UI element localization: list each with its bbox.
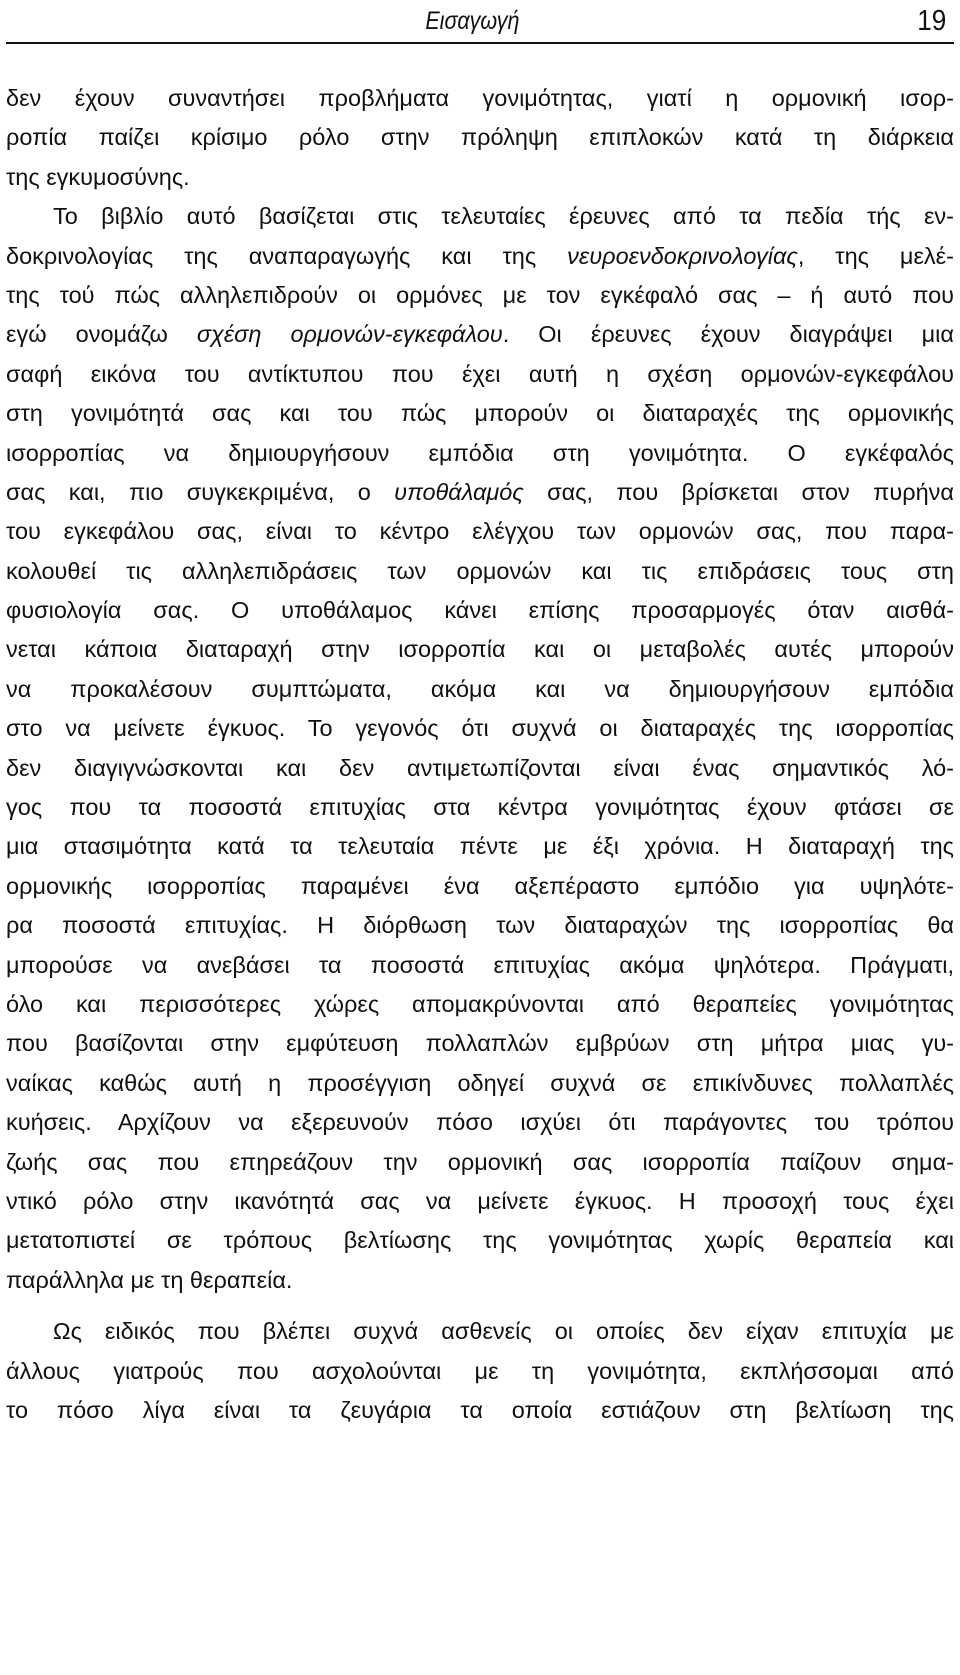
text-line [6,237,954,276]
text-line [6,985,954,1024]
text-run: ροπία παίζει κρίσιμο ρόλο στην πρόληψη επιπλοκών κατά τη διάρκεια [6,124,954,151]
text-run: άλλους γιατρούς που ασχολούνται με τη γονιμότητα, εκπλήσσομαι από [6,1357,954,1384]
text-run: . Οι έρευνες έχουν διαγράψει μια [502,321,954,348]
text-run: παράλληλα με τη θεραπεία. [6,1266,293,1293]
text-line [6,552,954,591]
text-run: Το βιβλίο αυτό βασίζεται στις τελευταίες έρευνες από τα πεδία τής εν- [53,203,954,230]
text-run: το πόσο λίγα είναι τα ζευγάρια τα οποία εστιάζουν στη βελτίωση της [6,1396,954,1423]
text-run: κυήσεις. Αρχίζουν να εξερευνούν πόσο ισχύει ότι παράγοντες του τρόπου [6,1109,954,1136]
text-run: μια στασιμότητα κατά τα τελευταία πέντε με έξι χρόνια. Η διαταραχή της [6,833,954,860]
text-run: της εγκυμοσύνης. [6,163,190,190]
text-run: κολουθεί τις αλληλεπιδράσεις των ορμονών και τις επιδράσεις τους στη [6,557,954,584]
text-line [6,709,954,748]
text-run: εγώ ονομάζω [6,321,197,348]
text-run: δοκρινολογίας της αναπαραγωγής και της [6,242,568,269]
text-run: σαφή εικόνα του αντίκτυπου που έχει αυτή η σχέση ορμονών-εγκεφάλου [6,360,954,387]
text-line [6,1312,954,1351]
text-line [6,1182,954,1221]
text-line [6,158,954,197]
text-line [6,670,954,709]
text-line [6,394,954,433]
text-run: , της μελέ- [797,242,954,269]
text-run: ρα ποσοστά επιτυχίας. Η διόρθωση των διαταραχών της ισορροπίας θα [6,912,954,939]
text-run: γος που τα ποσοστά επιτυχίας στα κέντρα γονιμότητας έχουν φτάσει σε [6,794,954,821]
text-line [6,1064,954,1103]
text-run: δεν διαγιγνώσκονται και δεν αντιμετωπίζονται είναι ένας σημαντικός λό- [6,754,954,781]
text-line [6,315,954,354]
text-line [6,1391,954,1430]
text-line [6,1024,954,1063]
running-header [6,0,954,44]
text-line [6,118,954,157]
text-run: στο να μείνετε έγκυος. Το γεγονός ότι συχνά οι διαταραχές της ισορροπίας [6,715,954,742]
text-line [6,473,954,512]
text-line [6,867,954,906]
text-run: ισορροπίας να δημιουργήσουν εμπόδια στη γονιμότητα. Ο εγκέφαλός [6,439,954,466]
text-line [6,434,954,473]
text-line [6,1103,954,1142]
text-line [6,788,954,827]
text-run: που βασίζονται στην εμφύτευση πολλαπλών εμβρύων στη μήτρα μιας γυ- [6,1030,954,1057]
text-run: ναίκας καθώς αυτή η προσέγγιση οδηγεί συχνά σε επικίνδυνες πολλαπλές [6,1069,954,1096]
text-line [6,946,954,985]
text-line [6,276,954,315]
text-run: φυσιολογία σας. Ο υποθάλαμος κάνει επίσης προσαρμογές όταν αισθά- [6,597,954,624]
text-line [6,749,954,788]
italic-term: νευροενδοκρινολογίας [567,242,798,269]
text-run: ζωής σας που επηρεάζουν την ορμονική σας ισορροπία παίζουν σημα- [6,1148,954,1175]
text-run: Ως ειδικός που βλέπει συχνά ασθενείς οι οποίες δεν είχαν επιτυχία με [53,1318,954,1345]
text-line [6,906,954,945]
text-line [6,827,954,866]
text-line [6,1261,954,1300]
text-run: του εγκεφάλου σας, είναι το κέντρο ελέγχου των ορμονών σας, που παρα- [6,518,954,545]
italic-term: υποθάλαμός [394,478,524,505]
text-line [6,630,954,669]
text-run: ορμονικής ισορροπίας παραμένει ένα αξεπέραστο εμπόδιο για υψηλότε- [6,872,954,899]
body-text [6,79,954,1430]
text-run: μπορούσε να ανεβάσει τα ποσοστά επιτυχίας ακόμα ψηλότερα. Πράγματι, [6,951,954,978]
text-line [6,79,954,118]
text-run: νεται κάποια διαταραχή στην ισορροπία και οι μεταβολές αυτές μπορούν [6,636,954,663]
section-title: Εισαγωγή [424,7,519,35]
text-run: να προκαλέσουν συμπτώματα, ακόμα και να δημιουργήσουν εμπόδια [6,675,954,702]
text-run: της τού πώς αλληλεπιδρούν οι ορμόνες με τον εγκέφαλό σας – ή αυτό που [6,281,954,308]
italic-term: σχέση ορμονών-εγκεφάλου [196,321,503,348]
text-run: σας και, πιο συγκεκριμένα, ο [6,478,395,505]
text-line [6,1352,954,1391]
text-run: στη γονιμότητά σας και του πώς μπορούν οι διαταραχές της ορμονικής [6,400,954,427]
text-line [6,355,954,394]
text-line [6,1221,954,1260]
text-line [6,197,954,236]
text-run: δεν έχουν συναντήσει προβλήματα γονιμότητας, γιατί η ορμονική ισορ- [6,85,954,111]
text-line [6,591,954,630]
text-run: μετατοπιστεί σε τρόπους βελτίωσης της γονιμότητας χωρίς θεραπεία και [6,1227,954,1254]
text-line [6,512,954,551]
text-run: όλο και περισσότερες χώρες απομακρύνονται από θεραπείες γονιμότητας [6,990,954,1017]
paragraph-gap [6,1300,954,1312]
text-run: σας, που βρίσκεται στον πυρήνα [523,478,954,505]
text-run: ντικό ρόλο στην ικανότητά σας να μείνετε έγκυος. Η προσοχή τους έχει [6,1187,954,1214]
text-line [6,1143,954,1182]
page-number: 19 [916,5,946,37]
